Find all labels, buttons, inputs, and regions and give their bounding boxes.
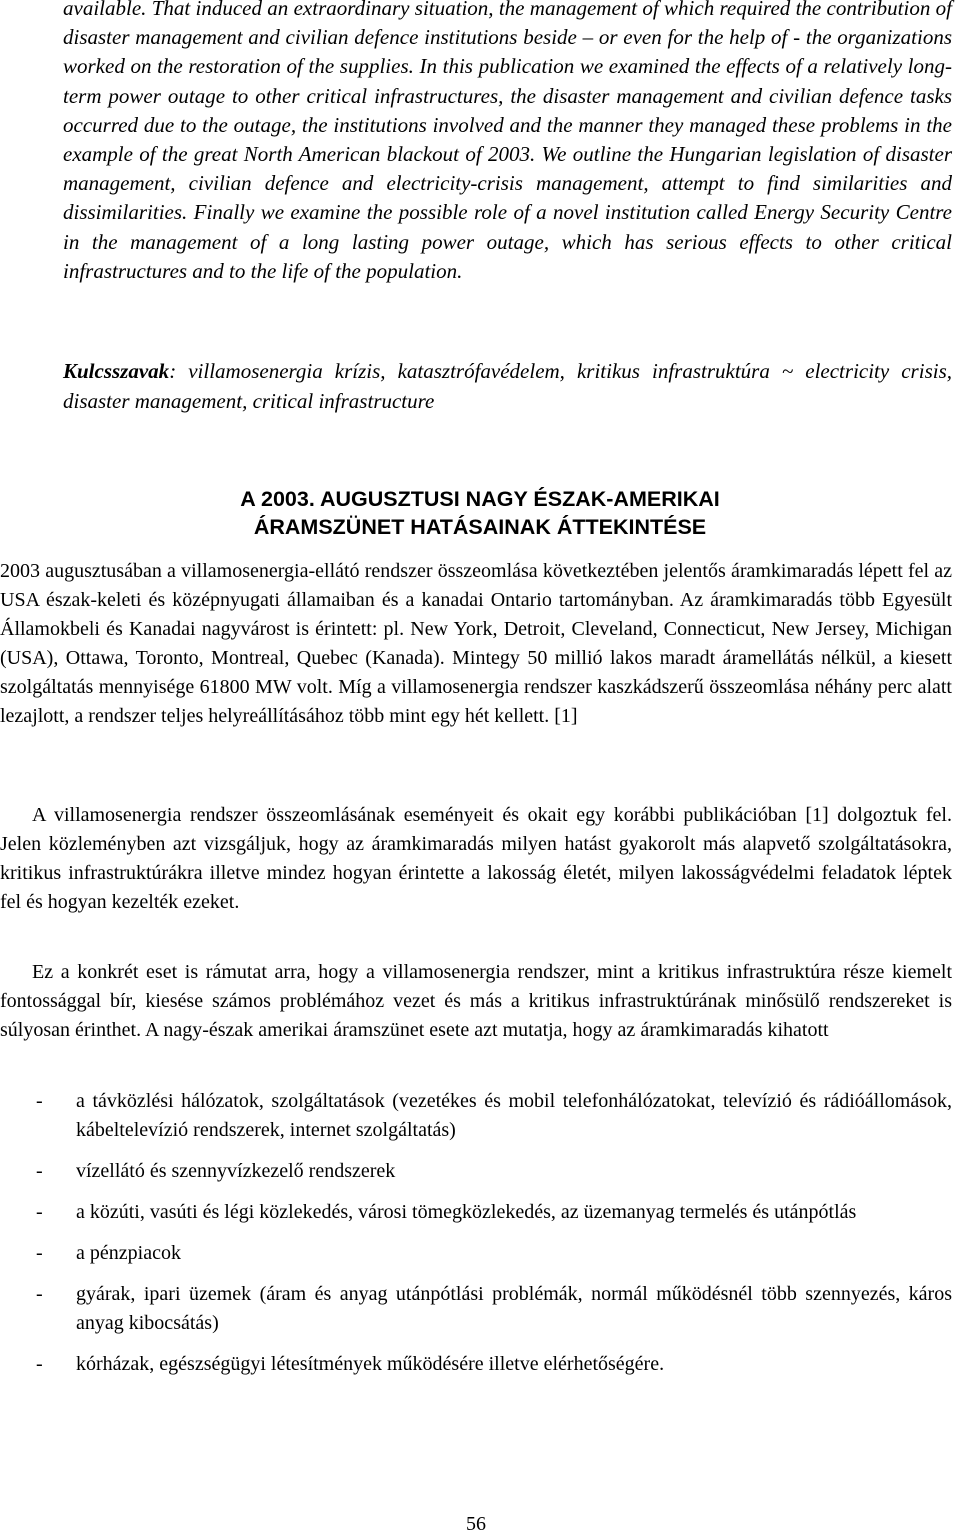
section-heading bbox=[0, 485, 960, 541]
list-item-text: a pénzpiacok bbox=[76, 1242, 181, 1264]
list-item-text: a távközlési hálózatok, szolgáltatások (vezetékes és mobil telefonhálózatokat, televízió és rádióállomások, kábeltelevízió rendszerek, internet szolgáltatás) bbox=[76, 1090, 952, 1141]
body-paragraph-1: 2003 augusztusában a villamosenergia-ellátó rendszer összeomlása következtében jelentős áramkimaradás lépett fel az USA észak-keleti és középnyugati államaiban és a kanadai Ontario tartományban. Az áramkimaradás több Egyesült Államokbeli és Kanadai nagyvárost is érintett: pl. New York, Detroit, Cleveland, Connecticut, New Jersey, Michigan (USA), Ottawa, Toronto, Montreal, Quebec (Kanada). Mintegy 50 millió lakos maradt áramellátás nélkül, a kiesett szolgáltatás mennyisége 61800 MW volt. Míg a villamosenergia rendszer kaszkádszerű összeomlása néhány perc alatt lezajlott, a rendszer teljes helyreállításához több mint egy hét kellett. [1] bbox=[0, 560, 952, 727]
english-abstract: available. That induced an extraordinary situation, the management of which required the contribution of disaster management and civilian defence institutions beside – or even for the help of - the organizations worked on the restoration of the supplies. In this publication we examined the effects of a relatively long-term power outage to other critical infrastructures, the disaster management and civilian defence tasks occurred due to the outage, the institutions involved and the manner they managed these problems in the example of the great North American blackout of 2003. We outline the Hungarian legislation of disaster management, civilian defence and electricity-crisis management, attempt to find similarities and dissimilarities. Finally we examine the possible role of a novel institution called Energy Security Centre in the management of a long lasting power outage, which has serious effects to other critical infrastructures and to the life of the population. bbox=[63, 0, 952, 283]
list-item-text: gyárak, ipari üzemek (áram és anyag utánpótlási problémák, normál működésnél több szennyezés, káros anyag kibocsátás) bbox=[76, 1283, 952, 1334]
keywords-label: Kulcsszavak bbox=[63, 359, 170, 383]
section-heading-line1: A 2003. AUGUSZTUSI NAGY ÉSZAK-AMERIKAI bbox=[240, 487, 720, 511]
list-dash: - bbox=[36, 1353, 43, 1375]
list-item-text: a közúti, vasúti és légi közlekedés, városi tömegközlekedés, az üzemanyag termelés és utánpótlás bbox=[76, 1201, 857, 1223]
section-heading-line2: ÁRAMSZÜNET HATÁSAINAK ÁTTEKINTÉSE bbox=[253, 515, 707, 539]
list-item bbox=[0, 1198, 952, 1227]
list-dash: - bbox=[36, 1201, 43, 1223]
list-item bbox=[0, 1157, 952, 1186]
list-item bbox=[0, 1087, 952, 1145]
list-dash: - bbox=[36, 1283, 43, 1305]
list-item-text: vízellátó és szennyvízkezelő rendszerek bbox=[76, 1160, 396, 1182]
list-item bbox=[0, 1350, 952, 1379]
body-paragraph-3: Ez a konkrét eset is rámutat arra, hogy a villamosenergia rendszer, mint a kritikus infrastruktúra része kiemelt fontossággal bír, kiesése számos problémához vezet és más a kritikus infrastruktúrának minősülő rendszereket is súlyosan érinthet. A nagy-észak amerikai áramszünet esete azt mutatja, hogy az áramkimaradás kihatott bbox=[0, 961, 952, 1041]
list-dash: - bbox=[36, 1090, 43, 1112]
impact-list bbox=[0, 1087, 952, 1391]
list-item-text: kórházak, egészségügyi létesítmények működésére illetve elérhetőségére. bbox=[76, 1353, 665, 1375]
list-dash: - bbox=[36, 1160, 43, 1182]
list-item bbox=[0, 1280, 952, 1338]
page-number: 56 bbox=[466, 1513, 486, 1535]
list-item bbox=[0, 1239, 952, 1268]
list-dash: - bbox=[36, 1242, 43, 1264]
keywords-text: : villamosenergia krízis, katasztrófavédelem, kritikus infrastruktúra ~ electricity crisis, disaster management, critical infrastructure bbox=[63, 359, 952, 413]
body-paragraph-2: A villamosenergia rendszer összeomlásának eseményeit és okait egy korábbi publikációban [1] dolgoztuk fel. Jelen közleményben azt vizsgáljuk, hogy az áramkimaradás milyen hatást gyakorolt más alapvető szolgáltatásokra, kritikus infrastruktúrákra illetve mindez hogyan érintette a lakosság életét, milyen lakosságvédelmi feladatok léptek fel és hogyan kezelték ezeket. bbox=[0, 804, 952, 913]
keywords-paragraph bbox=[63, 357, 952, 416]
